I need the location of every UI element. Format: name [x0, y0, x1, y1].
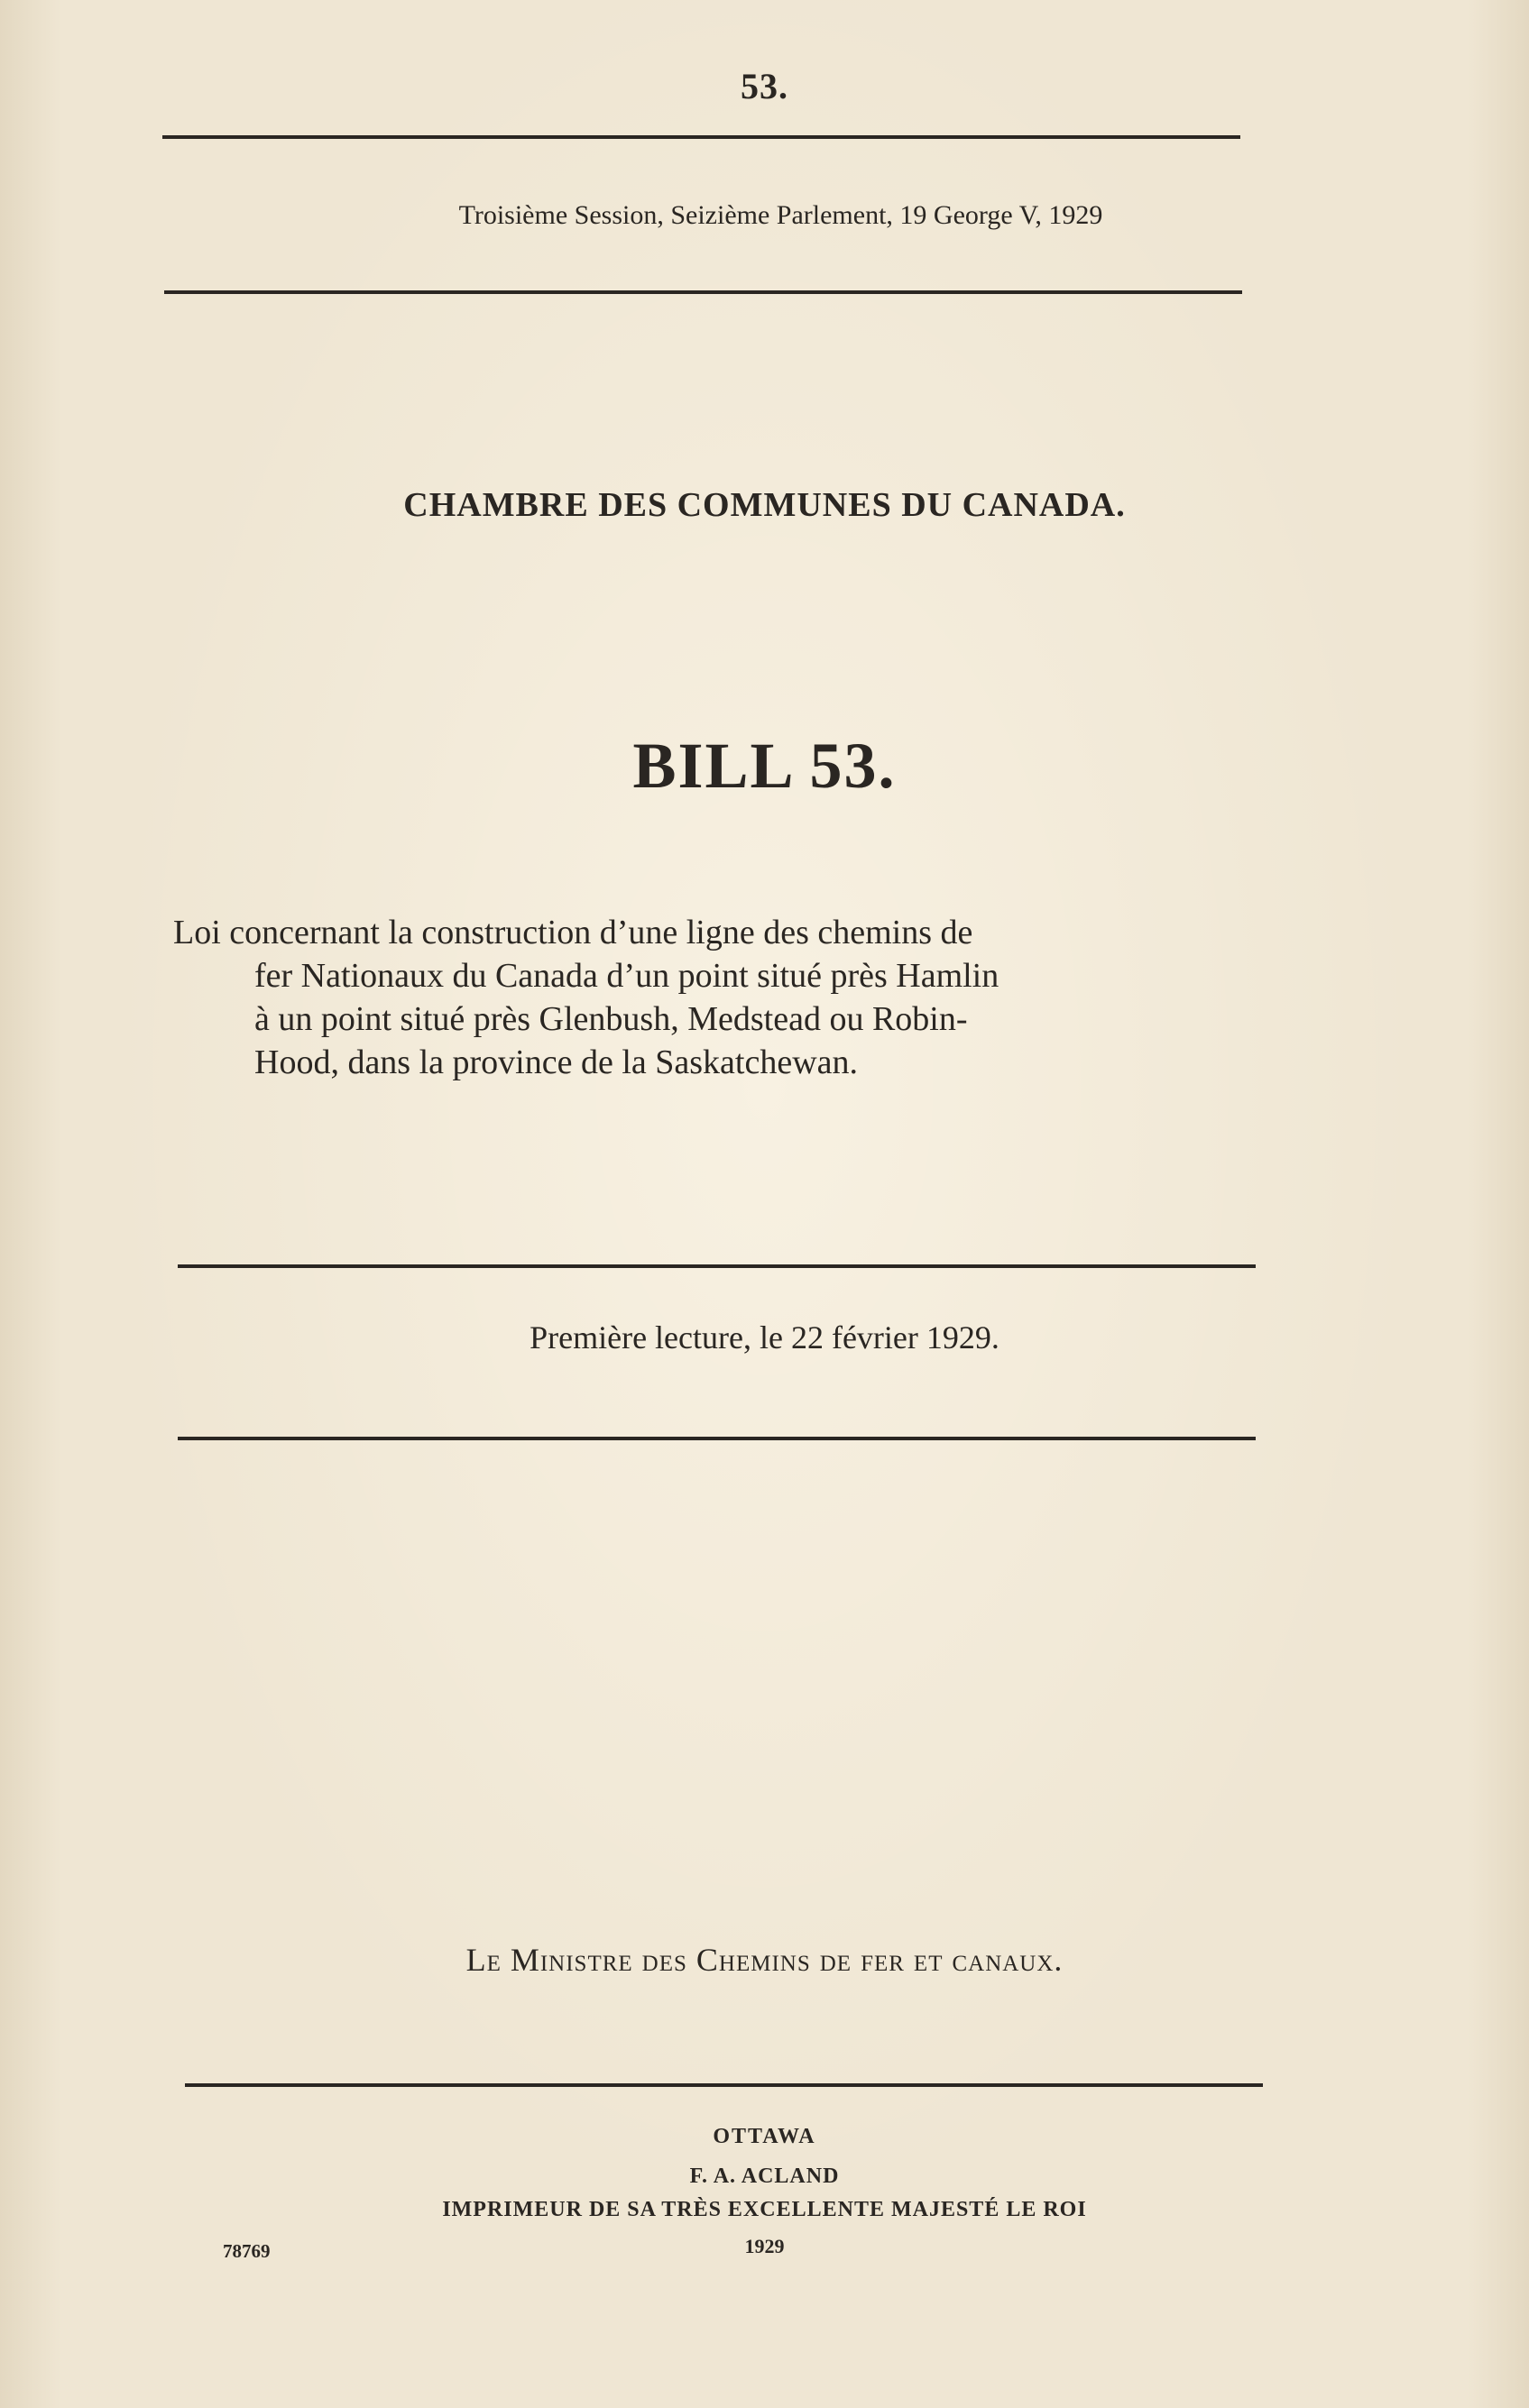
description-line-2: fer Nationaux du Canada d’un point situé près Hamlin	[254, 957, 999, 995]
top-rule-1	[162, 135, 1240, 139]
minister-name: Le Ministre des Chemins de fer et canaux.	[465, 1942, 1064, 1978]
printer-city: OTTAWA	[713, 2125, 816, 2148]
printer-title: IMPRIMEUR DE SA TRÈS EXCELLENTE MAJESTÉ LE ROI	[442, 2198, 1087, 2221]
first-reading-date: Première lecture, le 22 février 1929.	[530, 1319, 999, 1356]
chamber-title: CHAMBRE DES COMMUNES DU CANADA.	[403, 486, 1126, 524]
mid-rule-1	[178, 1264, 1256, 1268]
mid-rule-2	[178, 1437, 1256, 1440]
document-number: 78769	[223, 2240, 271, 2262]
bill-title: BILL 53.	[632, 730, 897, 802]
description-line-4: Hood, dans la province de la Saskatchewan.	[254, 1043, 859, 1081]
printer-name: F. A. ACLAND	[689, 2164, 840, 2188]
minister-line	[0, 1941, 1529, 1979]
bottom-rule	[185, 2083, 1263, 2087]
top-rule-2	[164, 290, 1242, 294]
bill-description	[173, 911, 1283, 1084]
printer-year: 1929	[744, 2235, 785, 2257]
bill-number-heading: 53.	[741, 66, 788, 106]
description-line-1: Loi concernant la construction d’une ligne des chemins de	[173, 914, 973, 951]
description-line-3: à un point situé près Glenbush, Medstead ou Robin-	[254, 1000, 968, 1038]
session-line: Troisième Session, Seizième Parlement, 19 George V, 1929	[458, 200, 1103, 230]
